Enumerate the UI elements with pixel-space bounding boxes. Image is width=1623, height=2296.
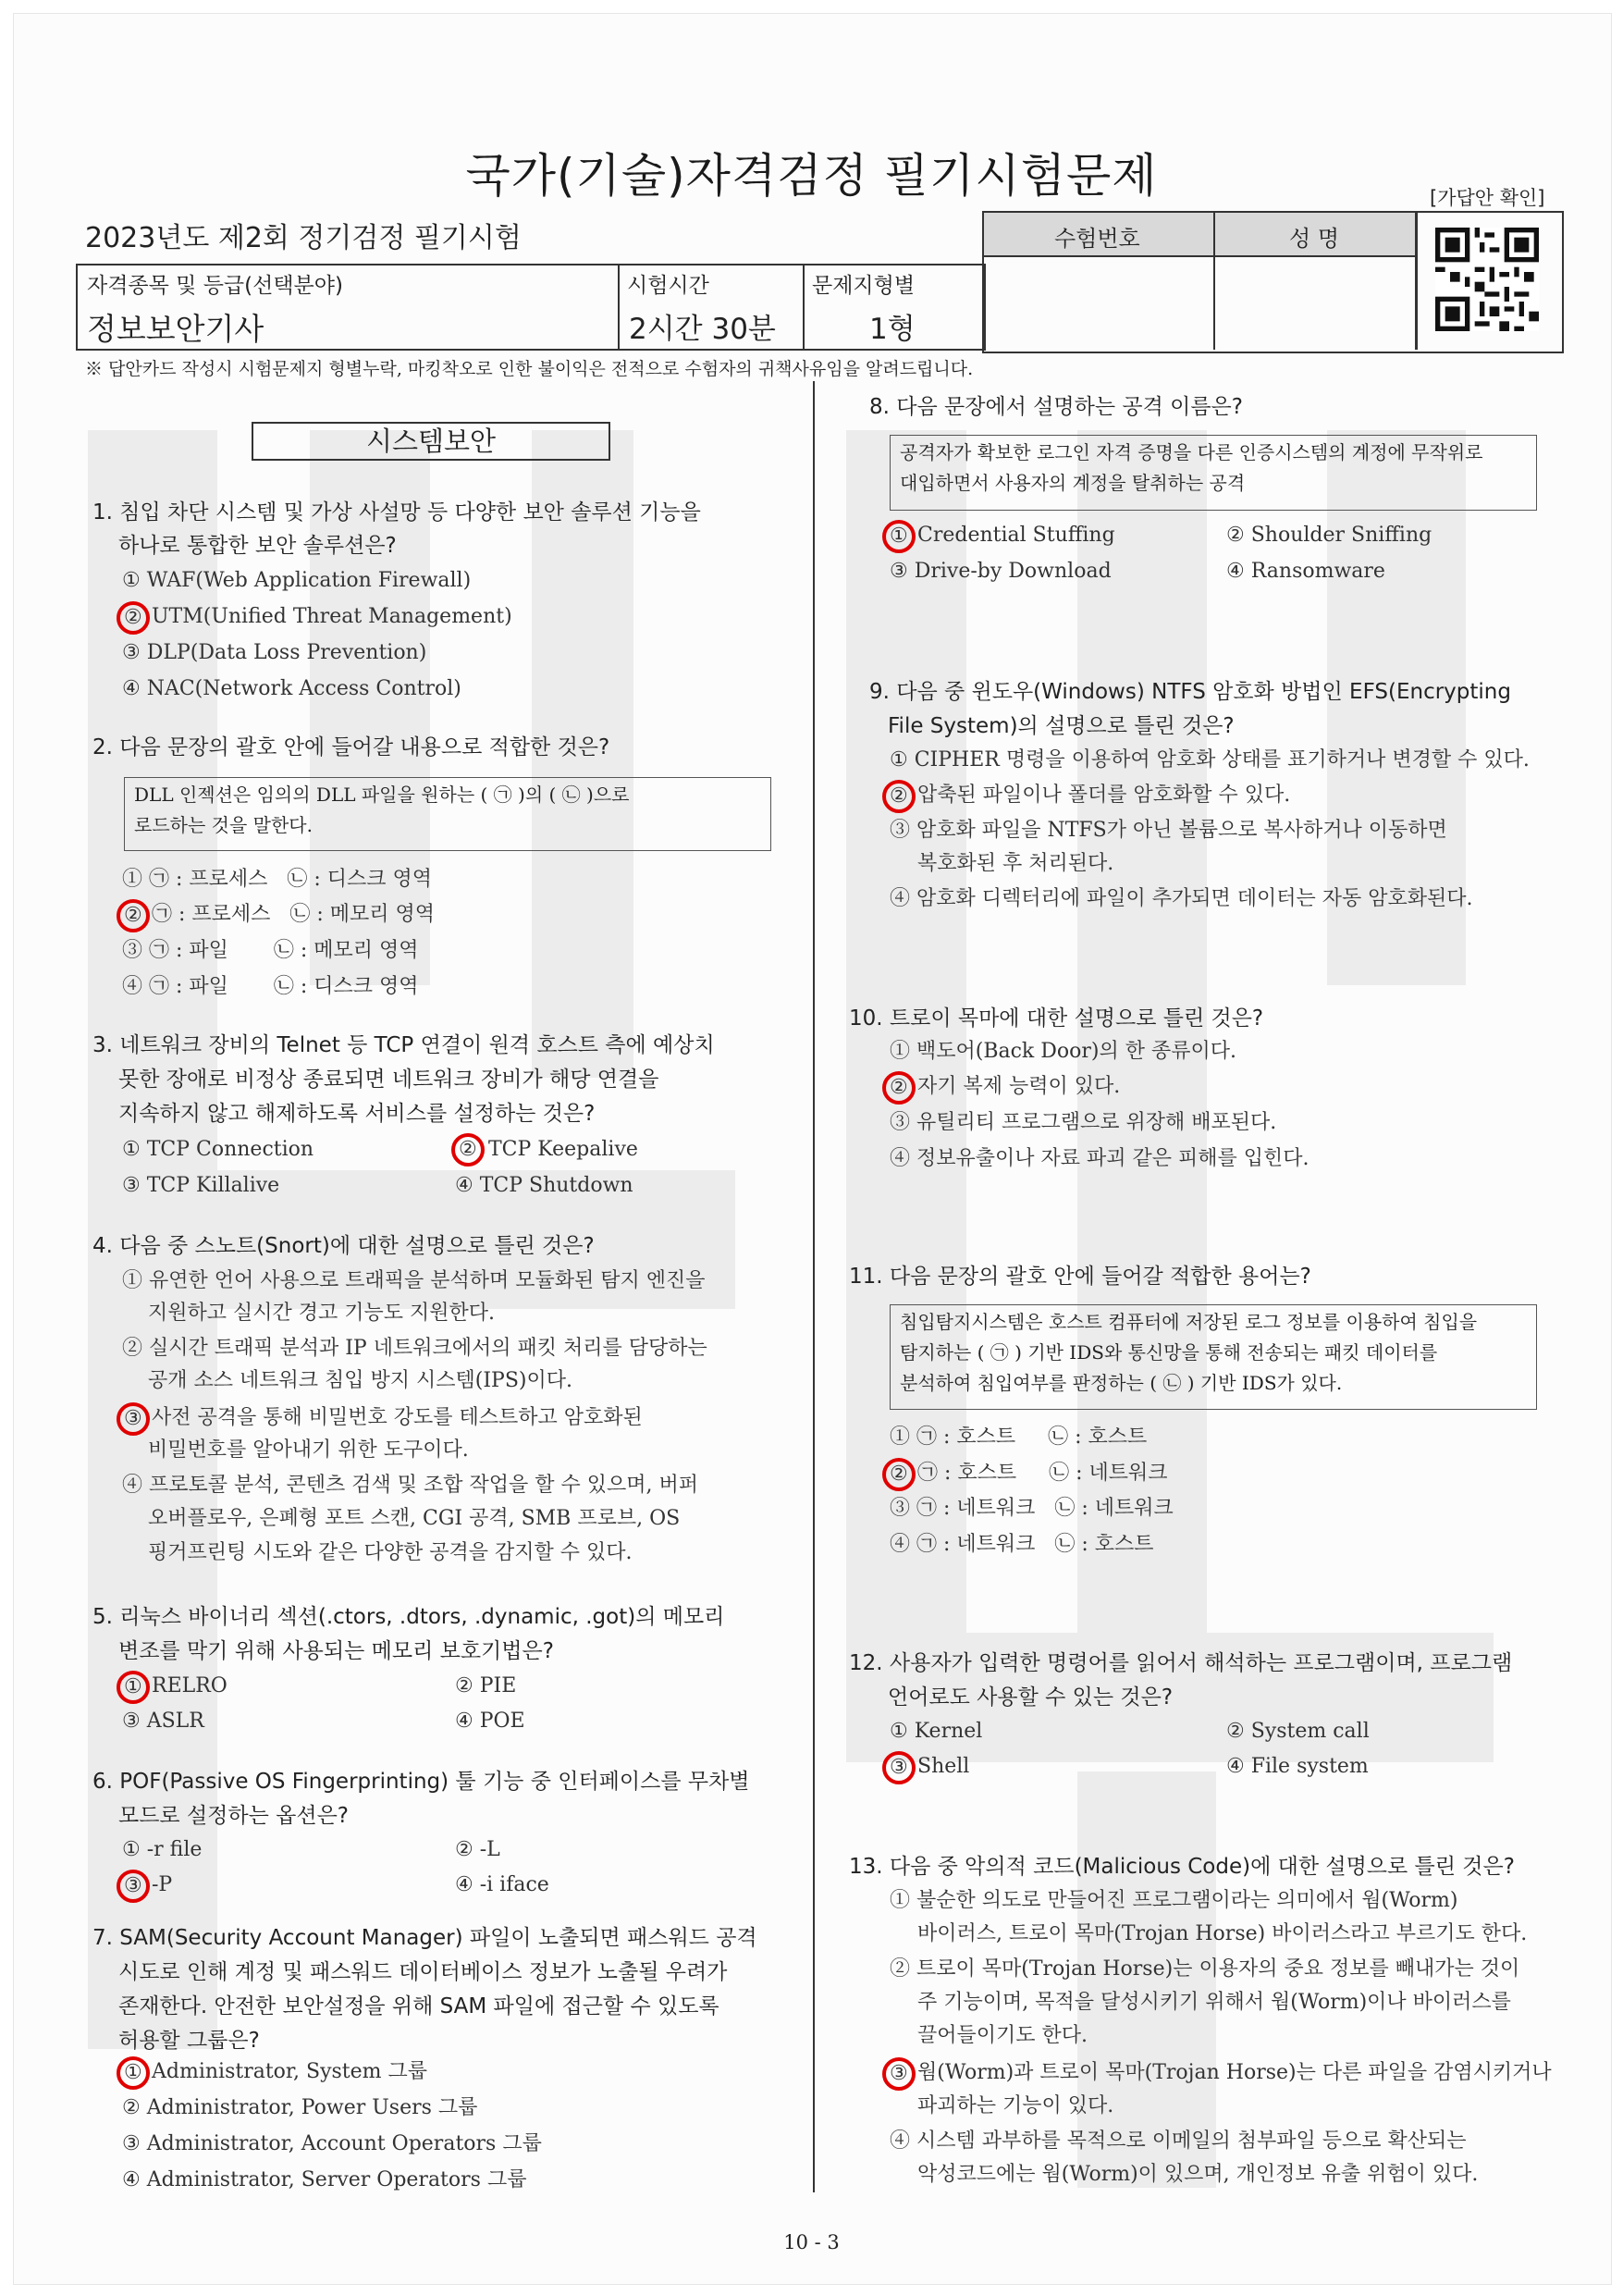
- box-line: DLL 인젝션은 임의의 DLL 파일을 원하는 ( ㉠ )의 ( ㉡ )으로: [134, 784, 630, 806]
- question-4: 4. 다음 중 스노트(Snort)에 대한 설명으로 틀린 것은?: [92, 1234, 595, 1258]
- question-1-line: 하나로 통합한 보안 솔루션은?: [118, 534, 397, 558]
- option[interactable]: ② PIE: [455, 1674, 517, 1697]
- option[interactable]: ③ 암호화 파일을 NTFS가 아닌 볼륨으로 복사하거나 이동하면: [890, 819, 1447, 842]
- confirm-label: [가답안 확인]: [1430, 187, 1545, 209]
- option[interactable]: ① 불순한 의도로 만들어진 프로그램이라는 의미에서 웜(Worm): [890, 1889, 1458, 1912]
- option[interactable]: ② Shoulder Sniffing: [1226, 524, 1432, 547]
- option[interactable]: ② 실시간 트래픽 분석과 IP 네트워크에서의 패킷 처리를 담당하는: [122, 1337, 707, 1360]
- option[interactable]: ① ㉠ : 프로세스 ㉡ : 디스크 영역: [122, 868, 433, 891]
- exam-number-label: 수험번호: [1054, 226, 1140, 252]
- option[interactable]: ② -L: [455, 1838, 500, 1861]
- answer-mark-circle: [882, 1071, 916, 1105]
- option-line: 비밀번호를 알아내기 위한 도구이다.: [148, 1438, 469, 1462]
- answer-mark-circle: [117, 1870, 150, 1903]
- answer-mark-circle: [117, 899, 150, 932]
- option[interactable]: ㉠ : 호스트 ㉡ : 네트워크: [917, 1462, 1168, 1485]
- question-1: 1. 침입 차단 시스템 및 가상 사설망 등 다양한 보안 솔루션 기능을: [92, 500, 701, 525]
- divider: [618, 264, 620, 349]
- option-line: 핑거프린팅 시도와 같은 다양한 공격을 감지할 수 있다.: [148, 1541, 633, 1564]
- option[interactable]: ① Kernel: [890, 1720, 983, 1743]
- answer-mark-digit: ①: [124, 1675, 142, 1698]
- option[interactable]: ④ ㉠ : 네트워크 ㉡ : 호스트: [890, 1533, 1154, 1556]
- option[interactable]: ③ DLP(Data Loss Prevention): [122, 641, 427, 664]
- option[interactable]: RELRO: [152, 1674, 227, 1697]
- question-box: [124, 777, 771, 851]
- option[interactable]: -P: [152, 1873, 173, 1896]
- option[interactable]: ④ 정보유출이나 자료 파괴 같은 피해를 입힌다.: [890, 1147, 1309, 1170]
- answer-mark-circle: [451, 1133, 485, 1167]
- option[interactable]: ③ TCP Killalive: [122, 1174, 280, 1197]
- option-line: 악성코드에는 웜(Worm)이 있으며, 개인정보 유출 위험이 있다.: [917, 2163, 1479, 2186]
- section-title: 시스템보안: [252, 422, 610, 461]
- box-line: 탐지하는 ( ㉠ ) 기반 IDS와 통신망을 통해 전송되는 패킷 데이터를: [900, 1341, 1438, 1364]
- question-7-line: 시도로 인해 계정 및 패스워드 데이터베이스 정보가 노출될 우려가: [118, 1960, 728, 1984]
- answer-mark-digit: ②: [459, 1138, 477, 1161]
- option[interactable]: ① 유연한 언어 사용으로 트래픽을 분석하며 모듈화된 탐지 엔진을: [122, 1269, 706, 1292]
- option[interactable]: ① ㉠ : 호스트 ㉡ : 호스트: [890, 1426, 1148, 1449]
- divider: [803, 264, 805, 349]
- question-6-line: 모드로 설정하는 옵션은?: [118, 1804, 350, 1828]
- option-line: 바이러스, 트로이 목마(Trojan Horse) 바이러스라고 부르기도 한다.: [917, 1922, 1528, 1945]
- time-value: 2시간 30분: [629, 313, 776, 346]
- option[interactable]: ④ -i iface: [455, 1873, 549, 1896]
- option[interactable]: ④ POE: [455, 1710, 525, 1733]
- option[interactable]: ② Administrator, Power Users 그룹: [122, 2096, 478, 2119]
- answer-mark-circle: [117, 1671, 150, 1704]
- answer-mark-digit: ③: [124, 1407, 142, 1430]
- answer-mark-digit: ②: [124, 606, 142, 629]
- question-7: 7. SAM(Security Account Manager) 파일이 노출되면 패스워드 공격: [92, 1926, 757, 1950]
- answer-mark-digit: ③: [890, 2062, 908, 2085]
- type-value: 1형: [869, 313, 916, 346]
- option[interactable]: ③ ㉠ : 네트워크 ㉡ : 네트워크: [890, 1497, 1174, 1520]
- option[interactable]: ㉠ : 프로세스 ㉡ : 메모리 영역: [152, 903, 436, 926]
- subject-label: 자격종목 및 등급(선택분야): [87, 274, 343, 298]
- question-7-line: 존재한다. 안전한 보안설정을 위해 SAM 파일에 접근할 수 있도록: [118, 1994, 719, 2018]
- option[interactable]: ② 트로이 목마(Trojan Horse)는 이용자의 중요 정보를 빼내가는 것이: [890, 1957, 1520, 1981]
- option[interactable]: ① TCP Connection: [122, 1138, 314, 1161]
- option-line: 주 기능이며, 목적을 달성시키기 위해서 웜(Worm)이나 바이러스를: [917, 1991, 1511, 2014]
- answer-mark-digit: ②: [124, 904, 142, 927]
- divider: [1213, 211, 1215, 350]
- option[interactable]: ④ NAC(Network Access Control): [122, 677, 461, 700]
- question-3-line: 못한 장애로 비정상 종료되면 네트워크 장비가 해당 연결을: [118, 1068, 659, 1092]
- candidate-header: [984, 213, 1415, 255]
- option-line: 파괴하는 기능이 있다.: [917, 2094, 1114, 2117]
- question-12: 12. 사용자가 입력한 명령어를 읽어서 해석하는 프로그램이며, 프로그램: [849, 1651, 1513, 1675]
- answer-mark-digit: ②: [890, 1463, 908, 1486]
- answer-mark-circle: [882, 780, 916, 813]
- option[interactable]: 웜(Worm)과 트로이 목마(Trojan Horse)는 다른 파일을 감염시키거나: [917, 2061, 1552, 2084]
- question-13: 13. 다음 중 악의적 코드(Malicious Code)에 대한 설명으로 틀린 것은?: [849, 1855, 1515, 1879]
- type-label: 문제지형별: [812, 274, 916, 298]
- qr-code-icon: [1435, 228, 1539, 331]
- page-title: 국가(기술)자격검정 필기시험문제: [465, 149, 1158, 203]
- option[interactable]: ④ 암호화 디렉터리에 파일이 추가되면 데이터는 자동 암호화된다.: [890, 887, 1473, 910]
- option-line: 공개 소스 네트워크 침입 방지 시스템(IPS)이다.: [148, 1369, 572, 1392]
- option[interactable]: ④ File system: [1226, 1755, 1369, 1778]
- option[interactable]: ① -r file: [122, 1838, 203, 1861]
- answer-mark-digit: ①: [890, 525, 908, 548]
- option[interactable]: ④ 시스템 과부하를 목적으로 이메일의 첨부파일 등으로 확산되는: [890, 2129, 1467, 2153]
- option-line: 끌어들이기도 한다.: [917, 2024, 1088, 2047]
- option[interactable]: ③ 유틸리티 프로그램으로 위장해 배포된다.: [890, 1111, 1277, 1134]
- question-10: 10. 트로이 목마에 대한 설명으로 틀린 것은?: [849, 1006, 1264, 1031]
- question-8: 8. 다음 문장에서 설명하는 공격 이름은?: [869, 395, 1243, 419]
- option-line: 오버플로우, 은폐형 포트 스캔, CGI 공격, SMB 프로브, OS: [148, 1507, 681, 1530]
- question-5: 5. 리눅스 바이너리 섹션(.ctors, .dtors, .dynamic, .got)의 메모리: [92, 1605, 725, 1629]
- answer-mark-digit: ③: [124, 1874, 142, 1897]
- option[interactable]: ② System call: [1226, 1720, 1370, 1743]
- box-line: 공격자가 확보한 로그인 자격 증명을 다른 인증시스템의 계정에 무작위로: [900, 441, 1483, 463]
- option[interactable]: ④ ㉠ : 파일 ㉡ : 디스크 영역: [122, 975, 419, 998]
- question-box: [890, 1304, 1537, 1410]
- option-line: 지원하고 실시간 경고 기능도 지원한다.: [148, 1302, 495, 1325]
- option[interactable]: ④ 프로토콜 분석, 콘텐츠 검색 및 조합 작업을 할 수 있으며, 버퍼: [122, 1474, 698, 1497]
- answer-mark-circle: [117, 2056, 150, 2090]
- answer-mark-circle: [882, 1458, 916, 1491]
- question-7-line: 허용할 그룹은?: [118, 2029, 260, 2053]
- option[interactable]: Administrator, System 그룹: [152, 2060, 428, 2083]
- answer-mark-digit: ②: [890, 784, 908, 808]
- question-11: 11. 다음 문장의 괄호 안에 들어갈 적합한 용어는?: [849, 1265, 1311, 1289]
- subject-value: 정보보안기사: [87, 311, 264, 347]
- option[interactable]: Shell: [917, 1755, 970, 1778]
- option[interactable]: ① CIPHER 명령을 이용하여 암호화 상태를 표기하거나 변경할 수 있다.: [890, 748, 1530, 772]
- option[interactable]: ① WAF(Web Application Firewall): [122, 569, 472, 592]
- option[interactable]: ③ Administrator, Account Operators 그룹: [122, 2132, 542, 2155]
- answer-mark-circle: [117, 601, 150, 635]
- answer-mark-circle: [882, 1751, 916, 1784]
- option[interactable]: ④ Administrator, Server Operators 그룹: [122, 2168, 527, 2191]
- question-2: 2. 다음 문장의 괄호 안에 들어갈 내용으로 적합한 것은?: [92, 735, 610, 759]
- page-number: 10 - 3: [783, 2231, 840, 2253]
- answer-mark-circle: [882, 520, 916, 553]
- question-3: 3. 네트워크 장비의 Telnet 등 TCP 연결이 원격 호스트 측에 예상치: [92, 1033, 715, 1057]
- column-divider: [813, 381, 815, 2192]
- question-9: 9. 다음 중 윈도우(Windows) NTFS 암호화 방법인 EFS(Encrypting: [869, 680, 1511, 704]
- answer-mark-digit: ③: [890, 1756, 908, 1779]
- option[interactable]: ① 백도어(Back Door)의 한 종류이다.: [890, 1040, 1236, 1063]
- question-9-line: File System)의 설명으로 틀린 것은?: [888, 714, 1235, 738]
- option[interactable]: UTM(Unified Threat Management): [152, 605, 512, 628]
- option[interactable]: 압축된 파일이나 폴더를 암호화할 수 있다.: [917, 784, 1291, 807]
- option[interactable]: 사전 공격을 통해 비밀번호 강도를 테스트하고 암호화된: [152, 1406, 643, 1429]
- option-line: 복호화된 후 처리된다.: [917, 852, 1114, 875]
- option[interactable]: ③ ㉠ : 파일 ㉡ : 메모리 영역: [122, 939, 419, 962]
- question-3-line: 지속하지 않고 해제하도록 서비스를 설정하는 것은?: [118, 1102, 596, 1126]
- box-line: 로드하는 것을 말한다.: [134, 814, 313, 836]
- answer-mark-circle: [117, 1402, 150, 1436]
- option[interactable]: ③ ASLR: [122, 1710, 204, 1733]
- time-label: 시험시간: [627, 274, 709, 298]
- option[interactable]: ④ TCP Shutdown: [455, 1174, 633, 1197]
- option[interactable]: TCP Keepalive: [488, 1138, 638, 1161]
- answer-mark-digit: ②: [890, 1076, 908, 1099]
- divider: [1415, 211, 1418, 350]
- answer-mark-circle: [882, 2057, 916, 2091]
- divider: [982, 255, 1417, 257]
- option[interactable]: Credential Stuffing: [917, 524, 1115, 547]
- question-5-line: 변조를 막기 위해 사용되는 메모리 보호기법은?: [118, 1639, 554, 1663]
- question-12-line: 언어로도 사용할 수 있는 것은?: [888, 1685, 1174, 1710]
- question-box: [890, 435, 1537, 511]
- notice-text: ※ 답안카드 작성시 시험문제지 형별누락, 마킹착오로 인한 불이익은 전적으로 수험자의 귀책사유임을 알려드립니다.: [85, 359, 974, 379]
- name-label: 성 명: [1289, 226, 1339, 252]
- exam-session: 2023년도 제2회 정기검정 필기시험: [85, 222, 522, 254]
- option[interactable]: 자기 복제 능력이 있다.: [917, 1075, 1121, 1098]
- question-6: 6. POF(Passive OS Fingerprinting) 툴 기능 중 인터페이스를 무차별: [92, 1770, 750, 1794]
- box-line: 분석하여 침입여부를 판정하는 ( ㉡ ) 기반 IDS가 있다.: [900, 1372, 1343, 1394]
- option[interactable]: ③ Drive-by Download: [890, 560, 1112, 583]
- option[interactable]: ④ Ransomware: [1226, 560, 1385, 583]
- box-line: 침입탐지시스템은 호스트 컴퓨터에 저장된 로그 정보를 이용하여 침입을: [900, 1311, 1478, 1333]
- box-line: 대입하면서 사용자의 계정을 탈취하는 공격: [900, 472, 1246, 494]
- answer-mark-digit: ①: [124, 2061, 142, 2084]
